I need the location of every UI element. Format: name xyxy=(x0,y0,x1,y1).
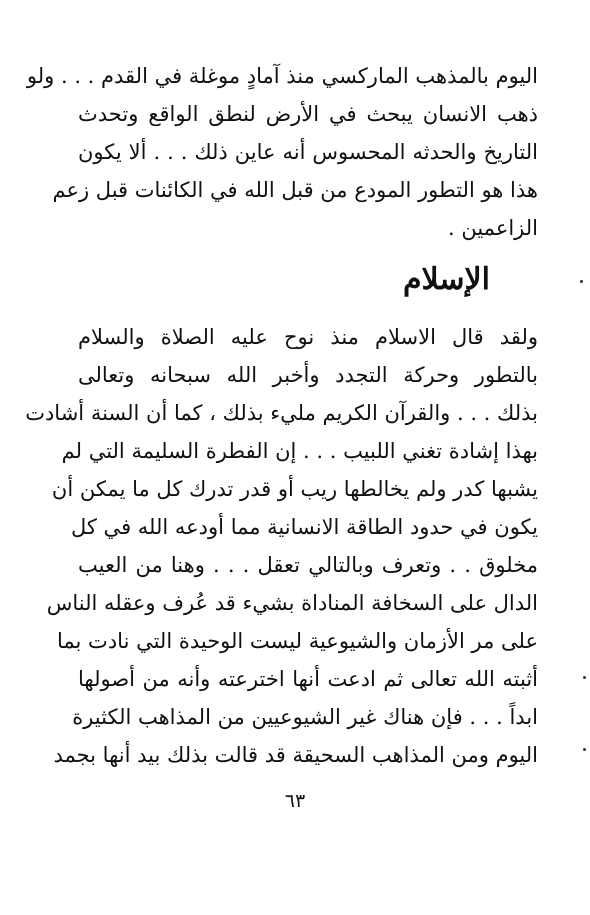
paragraph-continued xyxy=(26,57,538,247)
text-line: بالتطور وحركة التجدد وأخبر الله سبحانه وتعالى xyxy=(78,363,538,387)
text-line: بذلك . . . والقرآن الكريم مليء بذلك ، كما أن السنة أشادت xyxy=(25,401,538,425)
text-line: هذا هو التطور المودع من قبل الله في الكائنات قبل زعم xyxy=(52,178,538,202)
text-line: الزاعمين . xyxy=(448,216,538,240)
text-line: أثبته الله تعالى ثم ادعت أنها اخترعته وأنه من أصولها xyxy=(78,667,538,691)
text-line: ولقد قال الاسلام منذ نوح عليه الصلاة والسلام xyxy=(78,325,538,349)
text-line: على مر الأزمان والشيوعية ليست الوحيدة التي نادت بما xyxy=(56,629,538,653)
text-line: يكون في حدود الطاقة الانسانية مما أودعه الله في كل xyxy=(70,515,538,539)
scan-speck xyxy=(583,676,586,679)
scan-speck xyxy=(580,280,583,283)
text-line: اليوم بالمذهب الماركسي منذ آمادٍ موغلة في القدم . . . ولو xyxy=(26,64,538,88)
text-line: مخلوق . . وتعرف وبالتالي تعقل . . . وهنا من العيب xyxy=(78,553,538,577)
text-line: الدال على السخافة المناداة بشيء قد عُرف وعقله الناس xyxy=(46,591,538,615)
paragraph-islam xyxy=(25,318,538,774)
text-line: التاريخ والحدثه المحسوس أنه عاين ذلك . . . ألا يكون xyxy=(78,140,538,164)
text-line: يشبها كدر ولم يخالطها ريب أو قدر تدرك كل ما يمكن أن xyxy=(51,477,538,501)
text-line: بهذا إشادة تغني اللبيب . . . إن الفطرة السليمة التي لم xyxy=(61,439,538,463)
text-line: اليوم ومن المذاهب السحيقة قد قالت بذلك بيد أنها بجمد xyxy=(53,743,538,767)
scan-speck xyxy=(583,748,586,751)
page-number: ٦٣ xyxy=(284,790,306,812)
text-line: ابداً . . . فإن هناك غير الشيوعيين من المذاهب الكثيرة xyxy=(72,705,538,729)
section-heading: الإسلام xyxy=(402,262,490,297)
text-line: ذهب الانسان يبحث في الأرض لنطق الواقع وتحدث xyxy=(78,102,538,126)
